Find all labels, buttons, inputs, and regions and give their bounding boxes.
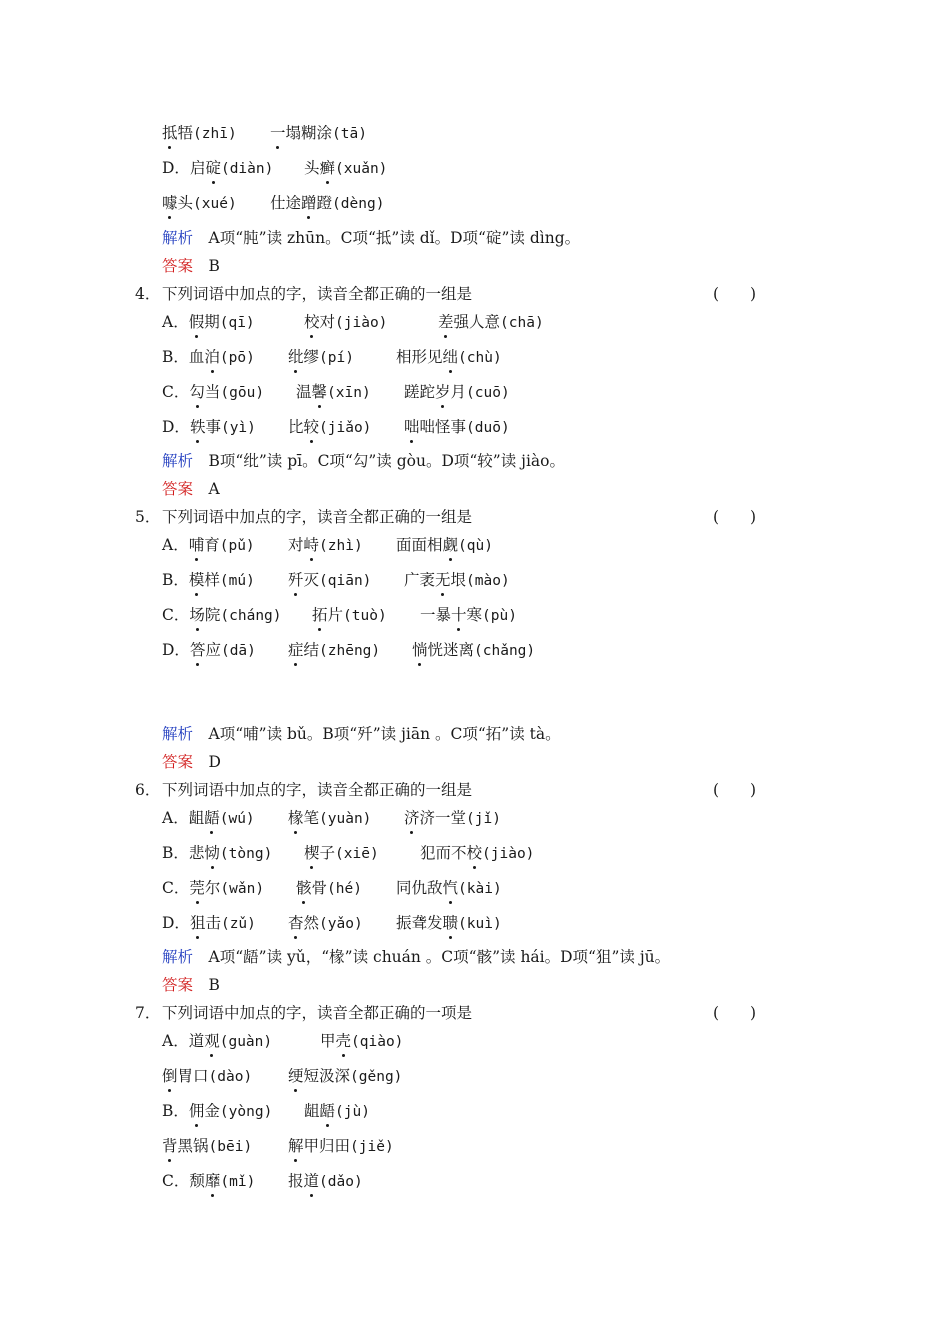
word-item: 面面相觑 (qù) bbox=[396, 534, 493, 557]
analysis-label: 解析 bbox=[162, 229, 194, 247]
dotted-char: 道 bbox=[304, 1170, 320, 1192]
dotted-char: 济 bbox=[404, 807, 420, 829]
dotted-char: 袤无垠 bbox=[420, 569, 467, 591]
word-item: 背 黑锅(bēi) bbox=[162, 1135, 252, 1158]
word-item: 惝 恍迷离(chǎng) bbox=[412, 639, 535, 662]
word-item: D．答 应(dā) bbox=[162, 639, 256, 662]
answer-label: 答案 bbox=[162, 257, 194, 275]
word-item: 甲壳 (qiào) bbox=[320, 1030, 403, 1053]
word-item: 差 强人意(chā) bbox=[438, 311, 544, 334]
dotted-char: 假 bbox=[189, 311, 205, 333]
word-item: C．场 院(cháng) bbox=[162, 604, 282, 627]
dotted-char: 峙 bbox=[304, 534, 320, 556]
word-item: 报道 (dǎo) bbox=[288, 1170, 363, 1193]
dotted-char: 抵 bbox=[162, 122, 178, 144]
question-number: 7． bbox=[135, 1004, 161, 1022]
dotted-char: 楔 bbox=[304, 842, 320, 864]
dotted-char: 场 bbox=[189, 604, 205, 626]
answer-blank: ( ) bbox=[713, 285, 757, 303]
question-number: 4． bbox=[135, 285, 161, 303]
answer-label: 答案 bbox=[162, 480, 194, 498]
analysis-label: 解析 bbox=[162, 725, 194, 743]
dotted-char: 龉 bbox=[204, 807, 220, 829]
word-item: 椽 笔(yuàn) bbox=[288, 807, 371, 830]
dotted-char: 靡 bbox=[205, 1170, 221, 1192]
dotted-char: 狙 bbox=[190, 912, 206, 934]
dotted-char: 拓 bbox=[312, 604, 328, 626]
analysis-text: A项“龉”读 yǔ，“椽”读 chuán 。C项“骸”读 hái。D项“狙”读 jū。 bbox=[208, 948, 671, 966]
dotted-char: 龉 bbox=[320, 1100, 336, 1122]
word-item: A．道观 (guàn) bbox=[162, 1030, 272, 1053]
word-item: B．悲恸 (tòng) bbox=[162, 842, 272, 865]
word-item: 仕途蹭 蹬(dèng) bbox=[270, 192, 384, 215]
word-item: D．狙 击(zǔ) bbox=[162, 912, 256, 935]
dotted-char: 歼 bbox=[288, 569, 304, 591]
answer-blank: ( ) bbox=[713, 1004, 757, 1022]
word-item: 头癣 (xuǎn) bbox=[304, 157, 387, 180]
word-item: C．莞 尔(wǎn) bbox=[162, 877, 264, 900]
word-item: C．勾 当(gōu) bbox=[162, 381, 264, 404]
word-item: A．假 期(qī) bbox=[162, 311, 255, 334]
word-item: B．佣 金(yòng) bbox=[162, 1100, 272, 1123]
dotted-char: 差 bbox=[438, 311, 454, 333]
word-item: A．哺 育(pǔ) bbox=[162, 534, 255, 557]
answer-label: 答案 bbox=[162, 753, 194, 771]
question-text: 下列词语中加点的字，读音全都正确的一项是 bbox=[162, 1004, 473, 1022]
word-item: 温馨 (xīn) bbox=[296, 381, 371, 404]
dotted-char: 较 bbox=[304, 416, 320, 438]
answer-text: A bbox=[208, 480, 220, 498]
word-item: 一 塌糊涂(tā) bbox=[270, 122, 367, 145]
dotted-char: 勾 bbox=[189, 381, 205, 403]
word-item: 校 对(jiào) bbox=[304, 311, 387, 334]
dotted-char: 蹭 bbox=[301, 192, 317, 214]
word-item: C．颓靡 (mǐ) bbox=[162, 1170, 255, 1193]
word-item: 一暴十寒 (pù) bbox=[420, 604, 517, 627]
dotted-char: 症 bbox=[288, 639, 304, 661]
word-item: D．启碇 (diàn) bbox=[162, 157, 273, 180]
question-text: 下列词语中加点的字，读音全都正确的一组是 bbox=[162, 508, 473, 526]
word-item: 骸 骨(hé) bbox=[296, 877, 362, 900]
word-item: 振聋发聩 (kuì) bbox=[396, 912, 502, 935]
dotted-char: 噱 bbox=[162, 192, 178, 214]
dotted-char: 暴十寒 bbox=[436, 604, 483, 626]
word-item: 比较 (jiǎo) bbox=[288, 416, 371, 439]
word-item: 龃龉 (jù) bbox=[304, 1100, 370, 1123]
word-item: 歼 灭(qiān) bbox=[288, 569, 371, 592]
dotted-char: 骸 bbox=[296, 877, 312, 899]
word-item: 绠 短汲深(gěng) bbox=[288, 1065, 402, 1088]
dotted-char: 答 bbox=[190, 639, 206, 661]
analysis-text: A项“哺”读 bǔ。B项“歼”读 jiān 。C项“拓”读 tà。 bbox=[208, 725, 561, 743]
dotted-char: 解 bbox=[288, 1135, 304, 1157]
question-text: 下列词语中加点的字，读音全都正确的一组是 bbox=[162, 781, 473, 799]
word-item: 蹉跎岁月 (cuō) bbox=[404, 381, 510, 404]
answer-blank: ( ) bbox=[713, 781, 757, 799]
dotted-char: 忾 bbox=[443, 877, 459, 899]
word-item: 同仇敌忾 (kài) bbox=[396, 877, 502, 900]
dotted-char: 背 bbox=[162, 1135, 178, 1157]
word-item: 犯而不校 (jiào) bbox=[420, 842, 534, 865]
word-item: B．血泊 (pō) bbox=[162, 346, 255, 369]
word-item: 咄 咄怪事(duō) bbox=[404, 416, 510, 439]
dotted-char: 哺 bbox=[189, 534, 205, 556]
analysis-text: B项“纰”读 pī。C项“勾”读 gòu。D项“较”读 jiào。 bbox=[208, 452, 565, 470]
dotted-char: 绠 bbox=[288, 1065, 304, 1087]
option-letter: D． bbox=[162, 159, 190, 177]
word-item: 纰 缪(pí) bbox=[288, 346, 354, 369]
word-item: 相形见绌 (chù) bbox=[396, 346, 502, 369]
word-item: 拓 片(tuò) bbox=[312, 604, 387, 627]
word-item: 解 甲归田(jiě) bbox=[288, 1135, 394, 1158]
dotted-char: 莞 bbox=[189, 877, 205, 899]
dotted-char: 跎岁月 bbox=[420, 381, 467, 403]
word-item: 倒 胃口(dào) bbox=[162, 1065, 252, 1088]
dotted-char: 聩 bbox=[443, 912, 459, 934]
word-item: 对峙 (zhì) bbox=[288, 534, 363, 557]
answer-text: B bbox=[208, 976, 220, 994]
dotted-char: 杳 bbox=[288, 912, 304, 934]
answer-label: 答案 bbox=[162, 976, 194, 994]
dotted-char: 泊 bbox=[204, 346, 220, 368]
dotted-char: 癣 bbox=[320, 157, 336, 179]
dotted-char: 壳 bbox=[336, 1030, 352, 1052]
dotted-char: 觑 bbox=[443, 534, 459, 556]
word-item: 广袤无垠 (mào) bbox=[404, 569, 510, 592]
analysis-text: A项“肫”读 zhūn。C项“抵”读 dǐ。D项“碇”读 dìng。 bbox=[208, 229, 581, 247]
word-item: 杳 然(yǎo) bbox=[288, 912, 363, 935]
question-number: 6． bbox=[135, 781, 161, 799]
dotted-char: 咄 bbox=[404, 416, 420, 438]
word-item: 噱 头(xué) bbox=[162, 192, 237, 215]
answer-blank: ( ) bbox=[713, 508, 757, 526]
word-item: D．轶 事(yì) bbox=[162, 416, 256, 439]
dotted-char: 椽 bbox=[288, 807, 304, 829]
question-text: 下列词语中加点的字，读音全都正确的一组是 bbox=[162, 285, 473, 303]
dotted-char: 校 bbox=[467, 842, 483, 864]
dotted-char: 倒 bbox=[162, 1065, 178, 1087]
word-item: 抵 牾(zhī) bbox=[162, 122, 237, 145]
dotted-char: 模 bbox=[189, 569, 205, 591]
dotted-char: 观 bbox=[204, 1030, 220, 1052]
dotted-char: 绌 bbox=[443, 346, 459, 368]
dotted-char: 佣 bbox=[189, 1100, 205, 1122]
word-item: A．龃龉 (wú) bbox=[162, 807, 255, 830]
dotted-char: 馨 bbox=[312, 381, 328, 403]
dotted-char: 恸 bbox=[204, 842, 220, 864]
analysis-label: 解析 bbox=[162, 948, 194, 966]
answer-text: D bbox=[208, 753, 221, 771]
dotted-char: 一 bbox=[270, 122, 286, 144]
dotted-char: 校 bbox=[304, 311, 320, 333]
dotted-char: 轶 bbox=[190, 416, 206, 438]
analysis-label: 解析 bbox=[162, 452, 194, 470]
word-item: 济 济一堂(jǐ) bbox=[404, 807, 501, 830]
dotted-char: 碇 bbox=[205, 157, 221, 179]
word-item: B．模 样(mú) bbox=[162, 569, 255, 592]
dotted-char: 纰 bbox=[288, 346, 304, 368]
word-item: 楔 子(xiē) bbox=[304, 842, 379, 865]
dotted-char: 惝 bbox=[412, 639, 428, 661]
word-item: 症 结(zhēng) bbox=[288, 639, 380, 662]
answer-text: B bbox=[208, 257, 220, 275]
question-number: 5． bbox=[135, 508, 161, 526]
